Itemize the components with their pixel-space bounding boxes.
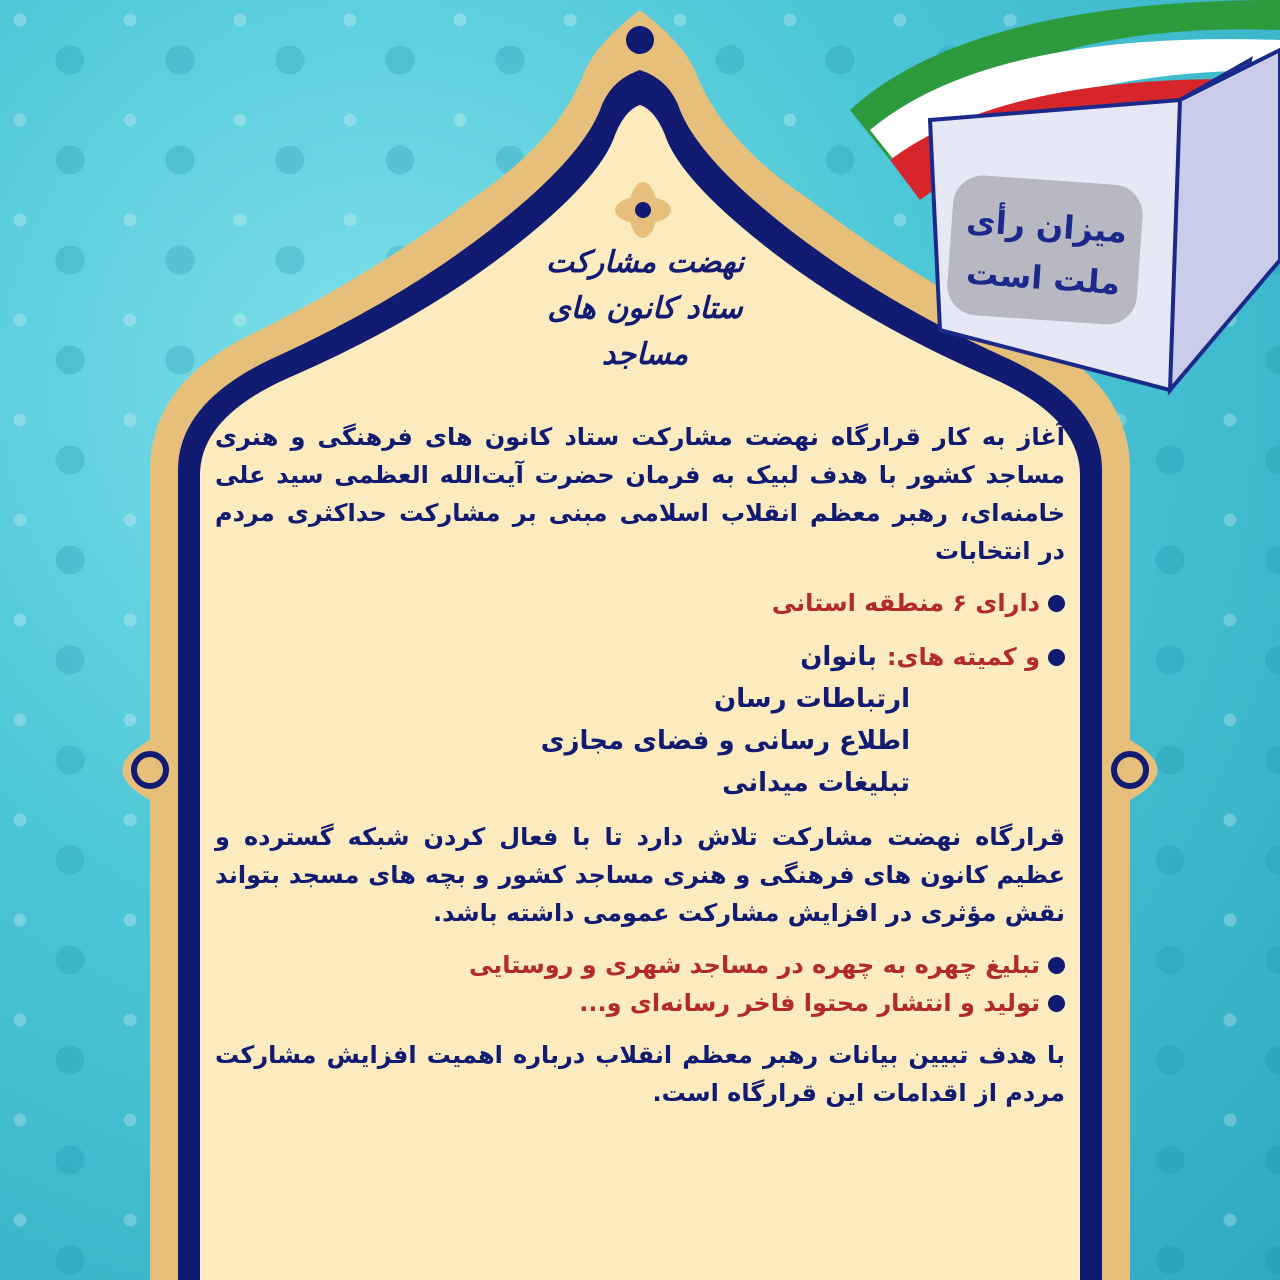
regions-text: دارای ۶ منطقه استانی	[771, 589, 1040, 617]
bullet-dot-icon	[1048, 957, 1065, 974]
finial-icon	[626, 26, 654, 54]
regions-bullet	[215, 584, 1065, 622]
action-text: تبلیغ چهره به چهره در مساجد شهری و روستایی	[469, 951, 1040, 979]
ballot-slogan	[952, 194, 1139, 310]
ballot-box-illustration	[850, 0, 1280, 400]
closing-paragraph: با هدف تبیین بیانات رهبر معظم انقلاب درباره اهمیت افزایش مشارکت مردم از اقدامات این قرارگاه است.	[215, 1041, 1065, 1107]
goal-paragraph: قرارگاه نهضت مشارکت تلاش دارد تا با فعال کردن شبکه گسترده و عظیم کانون های فرهنگی و هنری مساجد کشور و بچه های مسجد بتواند نقش مؤثری در افزایش مشارکت عمومی داشته باشد.	[215, 823, 1065, 927]
action-item	[215, 946, 1065, 984]
ballot-slogan-line2: ملت است	[964, 253, 1122, 303]
committees-block	[215, 636, 1065, 804]
actions-list	[215, 946, 1065, 1022]
intro-paragraph: آغاز به کار قرارگاه نهضت مشارکت ستاد کانون های فرهنگی و هنری مساجد کشور با هدف لبیک به فرمان حضرت آیت‌الله العظمی سید علی خامنه‌ای، رهبر معظم انقلاب اسلامی مبنی بر مشارکت حداکثری مردم در انتخابات	[215, 423, 1065, 565]
action-item	[215, 984, 1065, 1022]
bullet-dot-icon	[1048, 649, 1065, 666]
committee-item: ارتباطات رسان	[714, 684, 910, 714]
bullet-dot-icon	[1048, 995, 1065, 1012]
logo-calligraphy: نهضت مشارکت ستاد کانون های مساجد	[545, 245, 745, 372]
committee-item: بانوان	[800, 642, 877, 672]
committee-item: تبلیغات میدانی	[722, 768, 910, 798]
content-column	[215, 418, 1065, 1112]
ballot-slogan-line1: میزان رأی	[965, 201, 1129, 251]
bullet-dot-icon	[1048, 595, 1065, 612]
action-text: تولید و انتشار محتوا فاخر رسانه‌ای و...	[579, 989, 1040, 1017]
committee-item: اطلاع رسانی و فضای مجازی	[540, 726, 910, 756]
committees-label: و کمیته های:	[886, 643, 1040, 671]
